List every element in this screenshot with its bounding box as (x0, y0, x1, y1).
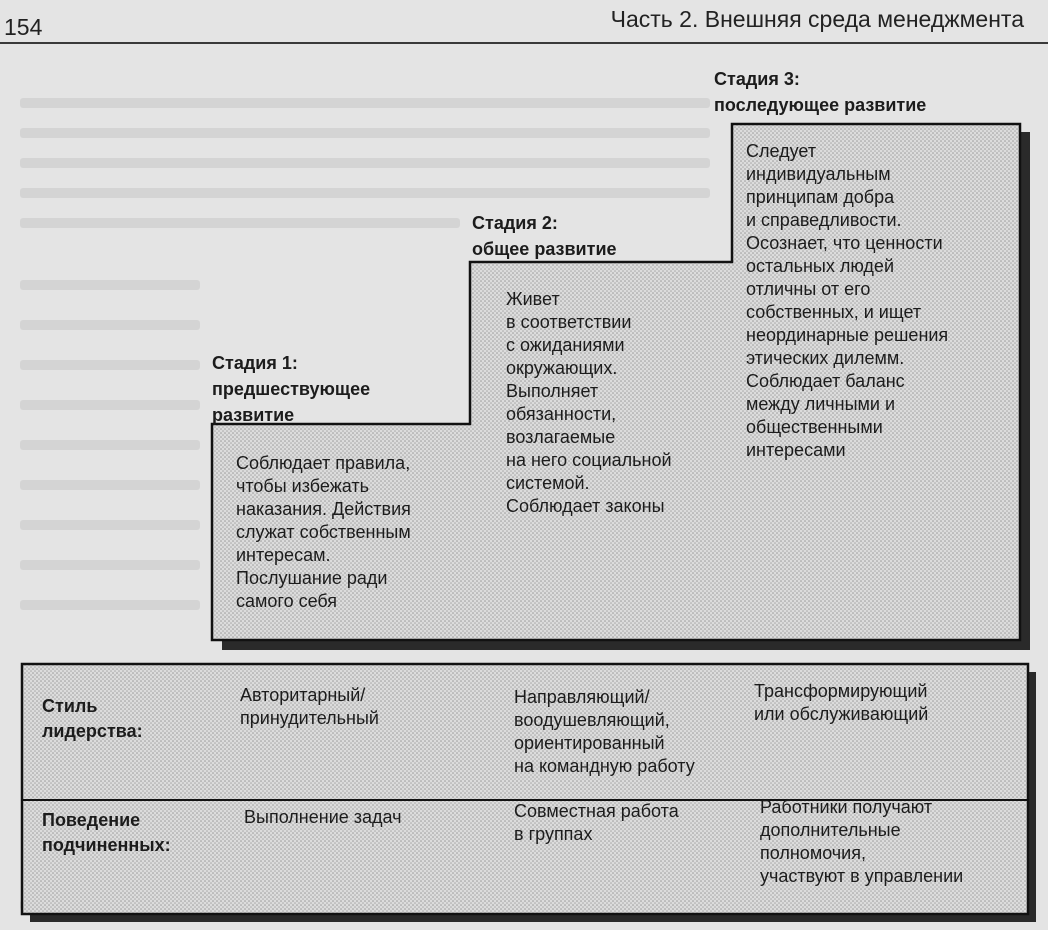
stage-3-description: Следует индивидуальным принципам добра и справедливости. Осознает, что ценности остальных людей отличны от его собственных, и ищет неординарные решения этических дилемм. Соблюдает баланс между личными и общественными интересами (746, 141, 949, 460)
running-title: Часть 2. Внешняя среда менеджмента (610, 6, 1024, 32)
page-number: 154 (4, 14, 43, 40)
stage-2-heading: Стадия 2: общее развитие (472, 213, 617, 259)
leadership-style-stage-2: Направляющий/ воодушевляющий, ориентированный на командную работу (514, 687, 695, 776)
leadership-style-stage-1: Авторитарный/ принудительный (240, 685, 379, 728)
stage-3-heading: Стадия 3: последующее развитие (714, 69, 927, 115)
subordinate-behavior-stage-1: Выполнение задач (244, 807, 402, 827)
stage-1-description: Соблюдает правила, чтобы избежать наказания. Действия служат собственным интересам. Послушание ради самого себя (236, 453, 411, 611)
stage-1-heading: Стадия 1: предшествующее развитие (212, 353, 371, 425)
subordinate-behavior-label: Поведение подчиненных: (42, 810, 171, 855)
leadership-style-label: Стиль лидерства: (42, 696, 143, 741)
subordinate-behavior-stage-3: Работники получают дополнительные полномочия, участвуют в управлении (760, 797, 964, 886)
subordinate-behavior-stage-2: Совместная работа в группах (514, 801, 679, 844)
stage-2-description: Живет в соответствии с ожиданиями окружающих. Выполняет обязанности, возлагаемые на него социальной системой. Соблюдает законы (506, 289, 672, 516)
leadership-style-stage-3: Трансформирующий или обслуживающий (754, 681, 929, 724)
